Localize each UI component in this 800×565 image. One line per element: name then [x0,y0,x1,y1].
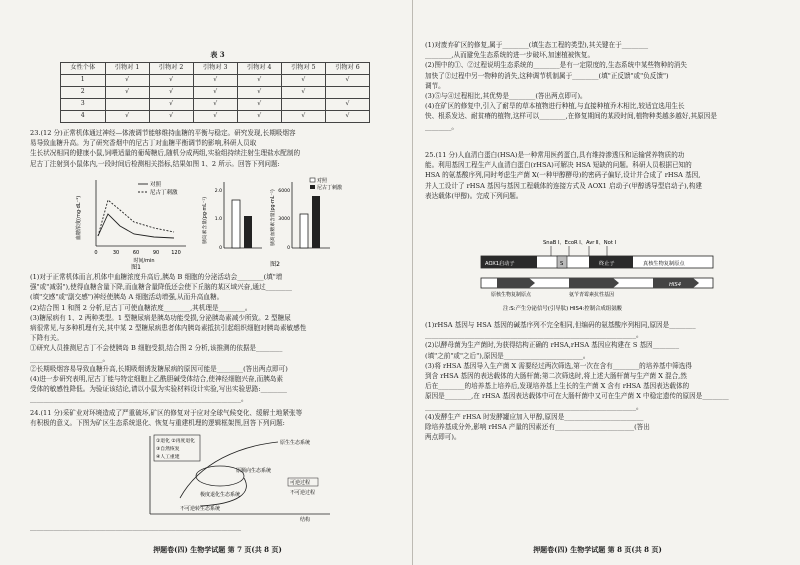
table-cell: 2 [61,87,106,99]
y-tick: 3000 [278,217,290,222]
y-tick: 1.0 [214,217,222,222]
y-tick: 2.0 [214,189,222,194]
table3 [60,62,370,123]
table-cell: √ [105,75,149,87]
x-tick: 120 [171,250,181,256]
text-line: 24.(11 分)采矿业对环境造成了严重破坏,矿区的修复对于应对全球气候变化、缓解土地紧张等 [30,409,303,417]
table-cell: √ [193,75,237,87]
fig2-ylabel-glucagon: 胰高血糖素含量(pg·mL⁻¹) [271,189,276,246]
text-line: 生长状况相同的健康小鼠,饲喂适量的葡萄糖后,随机分成两组,实验组持续注射生理盐水配制的 [30,149,301,158]
text-line: 尼古丁注射到小鼠体内,一段时间后检测相关指标,结果如图 1、2 所示。回答下列问题: [30,159,280,168]
table-cell: √ [325,111,369,123]
table-row [61,87,370,99]
table-cell: 3 [61,99,106,111]
y-tick: 6000 [278,189,290,194]
page-footer: 押题卷(四) 生物学试题 第 8 页(共 8 页) [533,544,662,554]
question-24-subquestions [425,40,782,132]
text-line: (3)糖尿病有 1、2 两种类型。1 型糖尿病是胰岛功能受损,分泌胰岛素减少所致。2 型糖尿 [30,313,291,322]
text-line: 23.(12 分)正常机体通过神经—体液调节能够维持血糖的平衡与稳定。研究发现,长期吸烟容 [30,129,296,137]
legend-control: 对照 [317,178,328,184]
text-line: 强"或"减弱"),使得血糖含量下降,而血糖含量降低还会使下丘脑的某区域兴奋,通过________ [30,283,292,292]
table-cell: √ [193,111,237,123]
text-line: (4)发酵生产 rHSA 时发酵罐应加入甲醇,原因是________________________ [425,412,644,421]
segment-label: 氨苄青霉素抗性基因 [569,292,615,298]
text-line: 原因是________,在 rHSA 基因表达载体中可在大肠杆菌中又可在生产菌 X 中稳定遗传的原因是________ [425,392,729,401]
table-header-cell: 引物对 3 [193,63,237,75]
legend-line: ①退化 ②再度退化 [156,439,195,444]
question-23-subquestions [30,272,405,405]
answer-line: ________________________________________________________________ [30,523,241,531]
page-footer: 押题卷(四) 生物学试题 第 7 页(共 8 页) [153,544,282,554]
label-reversible: 可逆过程 [290,480,311,486]
segment-amp-arrow [569,278,619,288]
text-line: ________________________________________________________________。 [30,395,248,404]
bar-insulin-nicotine [244,216,252,248]
table-cell: √ [149,75,193,87]
table-cell: √ [281,75,325,87]
segment-label: 终止子 [599,261,615,267]
table-header-cell: 引物对 1 [105,63,149,75]
fig2-caption: 图2 [270,261,280,268]
text-line: (填"交感"或"副交感")神经使胰岛 A 细胞活动增强,从而升高血糖。 [30,293,224,302]
text-line: 除培养基成分外,影响 rHSA 产量的因素还有________________________(答出 [425,423,650,432]
text-line: ________。 [425,122,458,131]
question-23-intro [30,128,405,169]
table-cell: √ [149,99,193,111]
table-cell [325,87,369,99]
text-line: ①研究人员推测尼古丁不会使胰岛 B 细胞受损,结合图 2 分析,该推测的依据是________ [30,344,283,353]
table-cell: √ [193,87,237,99]
text-line: (2)图中的①、②过程说明生态系统的________是有一定限度的,生态系统中某些物种的消失 [425,61,687,70]
table-row [61,111,370,123]
table-cell: 1 [61,75,106,87]
question-25-subquestions [425,320,782,442]
left-page [30,0,405,565]
legend-control: 对照 [150,182,162,188]
y-tick: 0 [287,246,290,251]
legend-line: ④人工重建 [156,455,180,460]
table-cell: √ [237,99,281,111]
table3-caption: 表 3 [210,50,225,59]
fig2-ylabel-insulin: 胰岛素含量(pg·mL⁻¹) [203,196,208,244]
table-header-cell: 引物对 4 [237,63,281,75]
text-line: (1)对于正常机体而言,机体中血糖浓度升高后,胰岛 B 细胞的分泌活动会________(填"增 [30,273,283,281]
x-tick: 60 [132,250,140,256]
question-24-intro [30,408,405,428]
table-cell: √ [281,87,325,99]
restriction-sites: SnaB Ⅰ、EcoR Ⅰ、Avr Ⅱ、Not Ⅰ [543,240,617,246]
right-page [412,0,782,565]
vector-map [473,236,733,314]
table-cell: 4 [61,111,106,123]
figure-1 [74,170,194,270]
segment-label: 真核生物复制原点 [643,261,685,267]
text-line: (3)⑤与④过程相比,其优势是________(答出两点即可)。 [425,92,587,101]
table-cell: √ [105,111,149,123]
text-line: (1)rHSA 基因与 HSA 基因的碱基序列不完全相同,但编码的氨基酸序列相同,原因是________ [425,321,696,329]
bar-insulin-control [232,200,240,248]
bar-glucagon-nicotine [312,196,320,248]
text-line: ______________________。 [30,354,110,363]
legend-nicotine: 尼古丁刺激 [150,190,178,196]
figure-note: 注:S:产生分泌信号(引导肽) HIS4:控制合成组氨酸 [503,306,622,312]
table-cell: √ [237,111,281,123]
text-line: ②长期吸烟容易导致血糖升高,长期吸烟诱发糖尿病的原因可能是________(答出两点即可) [30,364,288,373]
table-cell: √ [193,99,237,111]
text-line: 有积极的意义。下图为矿区生态系统退化、恢复与重建机理的逻辑框架图,回答下列问题: [30,419,285,428]
y-tick: 0 [219,246,222,251]
table-cell: √ [325,99,369,111]
node-label: 极度退化生态系统 [200,492,241,498]
text-line: ________________________________________________________________。 [425,331,643,340]
series-control-line [98,214,174,238]
fig1-ylabel: 血糖浓度(mg·dL⁻¹) [76,195,82,240]
text-line: 加快了②过程中另一物种的消失,这种调节机制属于________(填"正反馈"或"负反馈") [425,71,669,80]
text-line: 下降有关。 [30,334,63,343]
segment-ori-arrow [497,278,535,288]
figure-2 [200,170,350,270]
x-tick: 30 [112,250,120,256]
segment-label: HIS4 [669,282,682,288]
x-tick: 90 [152,250,160,256]
ecosystem-diagram [140,432,340,522]
text-line: 并人工设计了 rHSA 基因与基因工程载体的连接方式及 AOX1 启动子(甲醇诱导型启动子),构建 [425,181,702,190]
bar-glucagon-control [300,214,308,248]
table-header-cell: 引物对 6 [325,63,369,75]
ecosystem-diagram-svg [140,432,340,522]
figure-2-chart [200,170,350,270]
table-cell: √ [149,111,193,123]
legend-line: ③自然恢复 [156,447,180,452]
segment-label: 原核生物复制原点 [491,292,532,298]
text-line: 后在________的培养基上培养后,发现培养基上生长的生产菌 X 含有 rHSA 基因表达载体的 [425,382,690,391]
fig1-xlabel: 时间/min [133,258,155,264]
text-line: (填"之前"或"之后"),原因是________________________。 [425,351,590,360]
figure-1-chart [74,170,194,270]
text-line: 25.(11 分)人血清白蛋白(HSA)是一种常用医药蛋白,具有维持渗透压和运输营养物质的功 [425,151,685,159]
table-cell [105,99,149,111]
text-line: 调节。 [425,81,445,90]
table-header-cell: 女性个体 [61,63,106,75]
text-line: 快、根系发达、耐贫瘠的植物,这样可以________,在修复期间的某段时间,植物种类越多越好,其原因是 [425,112,717,121]
node-label: 原生生态系统 [280,440,311,446]
text-line: HSA 的氨基酸序列,同时考虑生产菌 X(一种甲醇酵母)的密码子偏好,设计并合成了 rHSA 基因, [425,171,701,180]
table-cell [281,99,325,111]
segment-label: AOX1启动子 [485,261,515,267]
text-line: (3)将 rHSA 基因导入生产菌 X 需要经过两次筛选,第一次在含有________的培养基中筛选得 [425,361,692,370]
text-line: 表达载体(甲醇)。完成下列问题。 [425,191,523,200]
text-line: 到含 rHSA 基因的表达载体的大肠杆菌;第二次筛选时,将上述大肠杆菌与生产菌 X 混合,然 [425,372,687,381]
table-cell: √ [325,75,369,87]
table-cell: √ [105,87,149,99]
diagram-xlabel: 结构 [300,517,311,522]
table-row [61,75,370,87]
segment-label: S [560,261,564,267]
text-line: (4)在矿区的修复中,引入了耐旱的草本植物进行种植,与直接种植乔木相比,较适宜选用生长 [425,102,685,111]
text-line: 两点即可)。 [425,433,461,442]
table3-wrapper [30,62,405,123]
question-25-intro [425,150,782,201]
text-line: (4)进一步研究表明,尼古丁能与特定细胞上乙酰胆碱受体结合,使神经细胞兴奋,而胰岛素 [30,375,284,384]
legend-control-swatch [310,178,315,182]
node-label: 不可逆转生态系统 [180,506,221,512]
table-cell: √ [237,87,281,99]
table-cell: √ [149,87,193,99]
vector-map-svg [473,236,733,314]
series-nicotine-line [98,200,174,236]
text-line: (1)对废弃矿区的修复,属于________(填生态工程的类型),其关键在于________ [425,41,649,49]
text-line: (2)以酵母菌为生产菌时,为获得结构正确的 rHSA,rHSA 基因应构建在 S 基因________ [425,341,680,350]
text-line: (2)结合图 1 和图 2 分析,尼古丁可使血糖浓度________,其机理是________。 [30,303,252,312]
text-line: ________________________________________________________________。 [425,402,643,411]
text-line: ________,从而避免生态系统的进一步破坏,加速植被恢复。 [425,51,595,60]
legend-nicotine-swatch [310,185,315,189]
table-cell: √ [237,75,281,87]
text-line: 受体的敏感性降低。为验证该结论,请以小鼠为实验材料设计实验,写出实验思路:________ [30,385,287,394]
node-label: 原顺向生态系统 [236,468,272,474]
text-line: 易导致血糖升高。为了研究香烟中的尼古丁对血糖平衡调节的影响,科研人员取 [30,139,257,148]
label-irreversible: 不可逆过程 [290,490,316,496]
x-tick: 0 [94,250,98,256]
table-header-cell: 引物对 2 [149,63,193,75]
text-line: 能。利用基因工程生产人血清白蛋白(rHSA)可解决 HSA 短缺的问题。科研人员根据已知的 [425,161,692,170]
table-row [61,99,370,111]
table-header-cell: 引物对 5 [281,63,325,75]
fig1-caption: 图1 [131,264,141,270]
table-header-row [61,63,370,75]
legend-nicotine: 尼古丁刺激 [317,185,343,191]
table-cell: √ [281,111,325,123]
text-line: 病很常见,与多种机理有关,其中某 2 型糖尿病患者体内胰岛素抵抗引起组织细胞对胰岛素敏感性 [30,324,307,333]
